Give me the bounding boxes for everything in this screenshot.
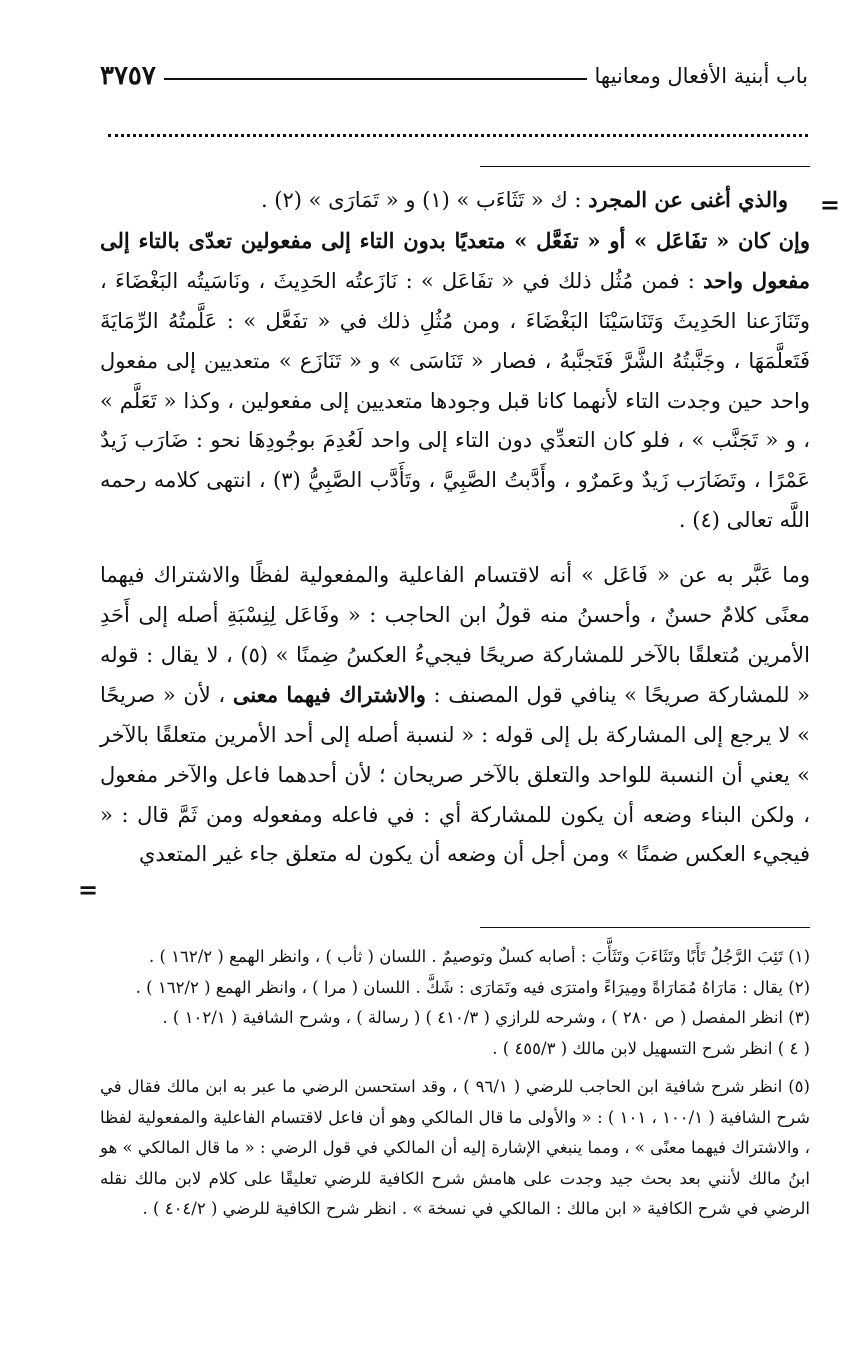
- footnote-1: (١) تَئِبَ الرَّجُلُ تَأَبًا وتَثَاءَبَ وتَثَأَّبَ : أصابه كسلٌ وتوصيمٌ . اللسان ( ثأب ) ، وانظر الهمع ( ١٦٢/٢ ) .: [148, 947, 810, 966]
- footnotes: [100, 942, 810, 1225]
- footnote-4: ( ٤ ) انظر شرح التسهيل لابن مالك ( ٤٥٥/٣ ) .: [492, 1038, 810, 1058]
- paragraph-1-heading: والذي أغنى عن المجرد: [588, 187, 788, 212]
- paragraph-3: [100, 556, 810, 875]
- footnote-2: (٢) يقال : مَارَاهُ مُمَارَاةً ومِيرَاءً وامترَى فيه وتَمَارَى : شَكَّ . اللسان ( مرا ) ، وانظر الهمع ( ١٦٢/٢ ) .: [135, 977, 810, 997]
- continuation-mark-start: =: [819, 190, 840, 219]
- continuation-mark-end: =: [78, 875, 99, 904]
- paragraph-1: [100, 180, 810, 221]
- main-text: [100, 180, 810, 875]
- paragraph-gap: [100, 540, 810, 556]
- section-rule: [480, 166, 810, 167]
- paragraph-2: [100, 221, 810, 541]
- footnote-rule: [480, 927, 810, 928]
- paragraph-3-bold: والاشتراك فيهما معنى: [232, 682, 426, 708]
- paragraph-1-text: : ك « تَثَاءَب » (١) و « تَمَارَى » (٢) .: [260, 188, 582, 212]
- footnote-5: (٥) انظر شرح شافية ابن الحاجب للرضي ( ٩٦/١ ) ، وقد استحسن الرضي ما عبر به ابن مالك فقال في شرح الشافية ( ١٠٠/١ ، ١٠١ ) : « والأولى ما قال المالكي وهو أن فاعل لاقتسام الفاعلية والمفعولية لفظا ، والاشتراك فيهما معنًى » ، ومما ينبغي الإشارة إليه أن المالكي في قول الرضي : « ما قال المالكي » هو ابنُ مالك لأنني بعد بحث جيد وجدت على هامش شرح الكافية للرضي تعليقًا على كلام لابن مالك نقله الرضي في شرح الكافية « ابن مالك : المالكي في نسخة » . انظر شرح الكافية للرضي ( ٤٠٤/٢ ) .: [100, 1077, 810, 1218]
- page-number: ٣٧٥٧: [100, 61, 156, 91]
- paragraph-3-text-b: ، لأن « صريحًا » لا يرجع إلى المشاركة بل إلى قوله : « لنسبة أصله إلى أحد الأمرين متعلقًا بالآخر » يعني أن النسبة للواحد والتعلق بالآخر صريحان ؛ لأن أحدهما فاعل والآخر مفعول ، ولكن البناء وضعه أن يكون للمشاركة أي : في فاعله ومفعوله ومن ثَمَّ قال : « فيجيء العكس ضمنًا » ومن أجل أن وضعه أن يكون له متعلق جاء غير المتعدي: [100, 683, 810, 867]
- paragraph-2-heading: وإن كان « تفَاعَل » أو « تفَعَّل » متعديًا بدون التاء إلى مفعولين تعدّى بالتاء إلى مفعول واحد: [100, 227, 811, 294]
- footnote-3: (٣) انظر المفصل ( ص ٢٨٠ ) ، وشرحه للرازي ( ٤١٠/٣ ) ( رسالة ) ، وشرح الشافية ( ١٠٢/١ ) .: [162, 1008, 810, 1027]
- header-rule: [164, 78, 587, 80]
- dotted-separator: [108, 134, 808, 137]
- running-header: [100, 58, 808, 94]
- chapter-title: باب أبنية الأفعال ومعانيها: [594, 64, 808, 88]
- paragraph-3-text-a: وما عَبَّر به عن « فَاعَل » أنه لاقتسام الفاعلية والمفعولية لفظًا والاشتراك فيهما معنًى كلامٌ حسنٌ ، وأحسنُ منه قولُ ابن الحاجب : « وفَاعَل لِنِسْبَةِ أصله إلى أَحَدِ الأمرين مُتعلقًا بالآخر للمشاركة صريحًا فيجيءُ العكسُ ضِمنًا » (٥) ، لا يقال : قوله « للمشاركة صريحًا » ينافي قول المصنف :: [100, 563, 810, 708]
- paragraph-2-text: : فمن مُثُل ذلك في « تفَاعَل » : نَازَعتُه الحَدِيثَ ، ونَاسَيتُه البَغْضَاءَ ، وتَنَازَعنا الحَدِيثَ وَتَنَاسَيْنَا البَغْضَاءَ ، ومن مُثُلِ ذلك في « تفَعَّل » : عَلَّمتُهُ الرِّمَايَةَ فَتَعلَّمَهَا ، وجَنَّبتُهُ الشَّرَّ فَتَجنَّبهُ ، فصار « تَنَاسَى » و « تَنَازَع » متعديين إلى مفعول واحد حين وجدت التاء لأنهما كانا قبل وجودها متعديين إلى مفعولين ، وكذا « تَعَلَّم » ، و « تَجَنَّب » ، فلو كان التعدِّي دون التاء إلى واحد لَعُدِمَ بوجُودِهَا نحو : ضَارَب زَيدٌ عَمْرًا ، وتَضَارَب زَيدٌ وعَمرٌو ، وأَدَّبتُ الصَّبِيَّ ، وتَأَدَّب الصَّبِيُّ (٣) ، انتهى كلامه رحمه اللَّه تعالى (٤) .: [100, 269, 810, 532]
